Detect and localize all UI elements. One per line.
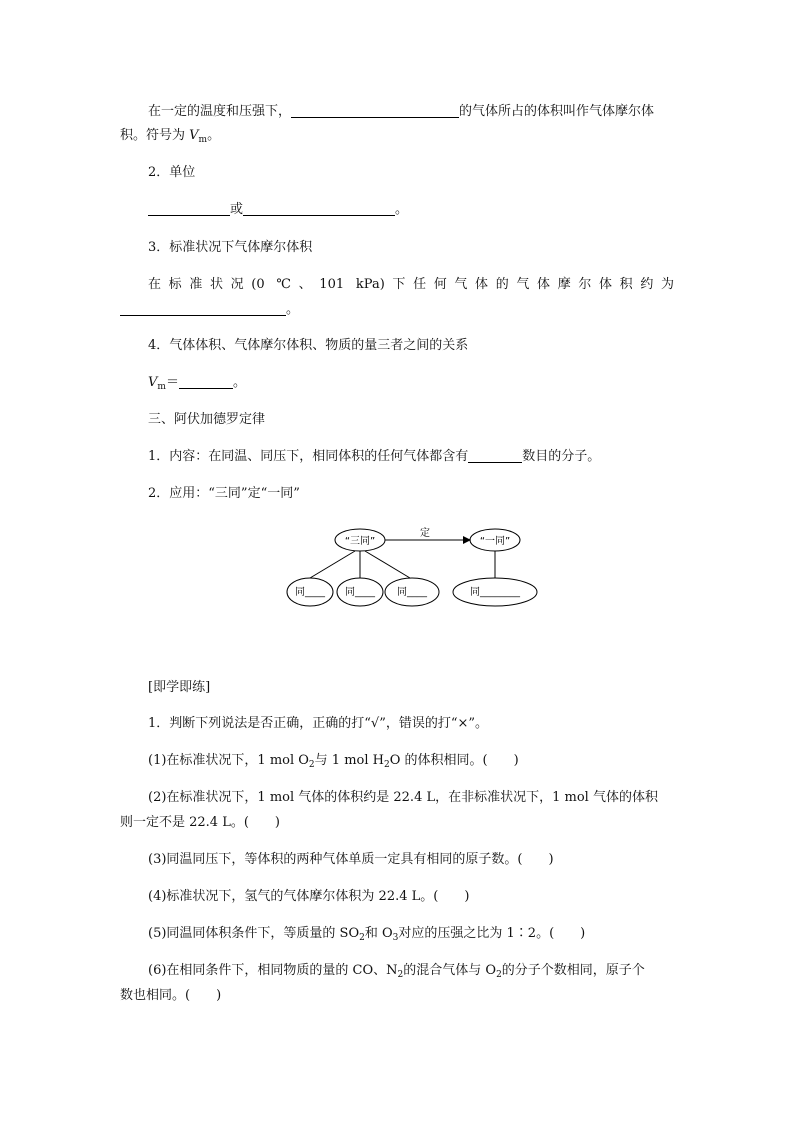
blank-4[interactable] bbox=[120, 301, 286, 316]
blank-2[interactable] bbox=[148, 201, 230, 216]
practice-question-1: 1．判断下列说法是否正确，正确的打“√”，错误的打“×”。 bbox=[148, 716, 489, 731]
left-box-2-label: 同____ bbox=[345, 587, 375, 598]
practice-item-1: (1)在标准状况下，1 mol $O_2$与 1 mol $H_2O$ 的体积相同。( ) bbox=[148, 753, 519, 770]
left-box-3-label: 同____ bbox=[397, 587, 427, 598]
unit-line: 或 。 bbox=[148, 198, 408, 217]
diagram-svg bbox=[280, 520, 550, 615]
right-oval-label: “一同” bbox=[479, 536, 511, 547]
blank-5[interactable] bbox=[179, 374, 233, 389]
unit-heading: 2．单位 bbox=[148, 165, 196, 180]
stp-line-1: 在标准状况(0 ℃、101 kPa)下任何气体的气体摩尔体积约为 bbox=[148, 277, 674, 292]
practice-item-5: (5)同温同体积条件下，等质量的 $SO_2$和 $O_3$对应的压强之比为 1∶2。( ) bbox=[148, 926, 586, 943]
left-oval-label: “三同” bbox=[344, 536, 376, 547]
definition-line-2: 积。符号为 $V_m$。 bbox=[120, 128, 221, 145]
blank-3[interactable] bbox=[243, 201, 395, 216]
practice-item-6b: 数也相同。( ) bbox=[120, 988, 222, 1003]
define-label: 定 bbox=[420, 528, 430, 539]
connector-1 bbox=[310, 551, 355, 578]
definition-line-1: 在一定的温度和压强下， 的气体所占的体积叫作气体摩尔体 bbox=[148, 104, 655, 119]
avogadro-application: 2．应用：“三同”定“一同” bbox=[148, 486, 300, 501]
stp-heading: 3．标准状况下气体摩尔体积 bbox=[148, 240, 313, 255]
vm-symbol: V bbox=[189, 128, 199, 143]
connector-3 bbox=[365, 551, 410, 578]
three-same-diagram bbox=[280, 520, 550, 615]
practice-item-6a: (6)在相同条件下，相同物质的量的 CO、$N_2$的混合气体与 $O_2$的分子个数相同，原子个 bbox=[148, 963, 645, 980]
practice-item-4: (4)标准状况下，氢气的气体摩尔体积为 22.4 L。( ) bbox=[148, 889, 470, 904]
practice-item-3: (3)同温同压下，等体积的两种气体单质一定具有相同的原子数。( ) bbox=[148, 852, 554, 867]
practice-heading: [即学即练] bbox=[148, 680, 211, 695]
stp-line-2: 。 bbox=[120, 298, 299, 317]
right-box-label: 同________ bbox=[470, 587, 520, 598]
left-box-1-label: 同____ bbox=[295, 587, 325, 598]
relation-formula: $V_m=$ 。 bbox=[148, 375, 246, 392]
practice-item-2a: (2)在标准状况下，1 mol 气体的体积约是 22.4 L，在非标准状况下，1 mol 气体的体积 bbox=[148, 790, 658, 805]
avogadro-heading: 三、阿伏加德罗定律 bbox=[148, 412, 266, 427]
avogadro-content: 1．内容：在同温、同压下，相同体积的任何气体都含有 数目的分子。 bbox=[148, 449, 601, 464]
relation-heading: 4．气体体积、气体摩尔体积、物质的量三者之间的关系 bbox=[148, 338, 469, 353]
practice-item-2b: 则一定不是 22.4 L。( ) bbox=[120, 815, 280, 830]
blank-6[interactable] bbox=[468, 448, 522, 463]
blank-1[interactable] bbox=[291, 103, 459, 118]
